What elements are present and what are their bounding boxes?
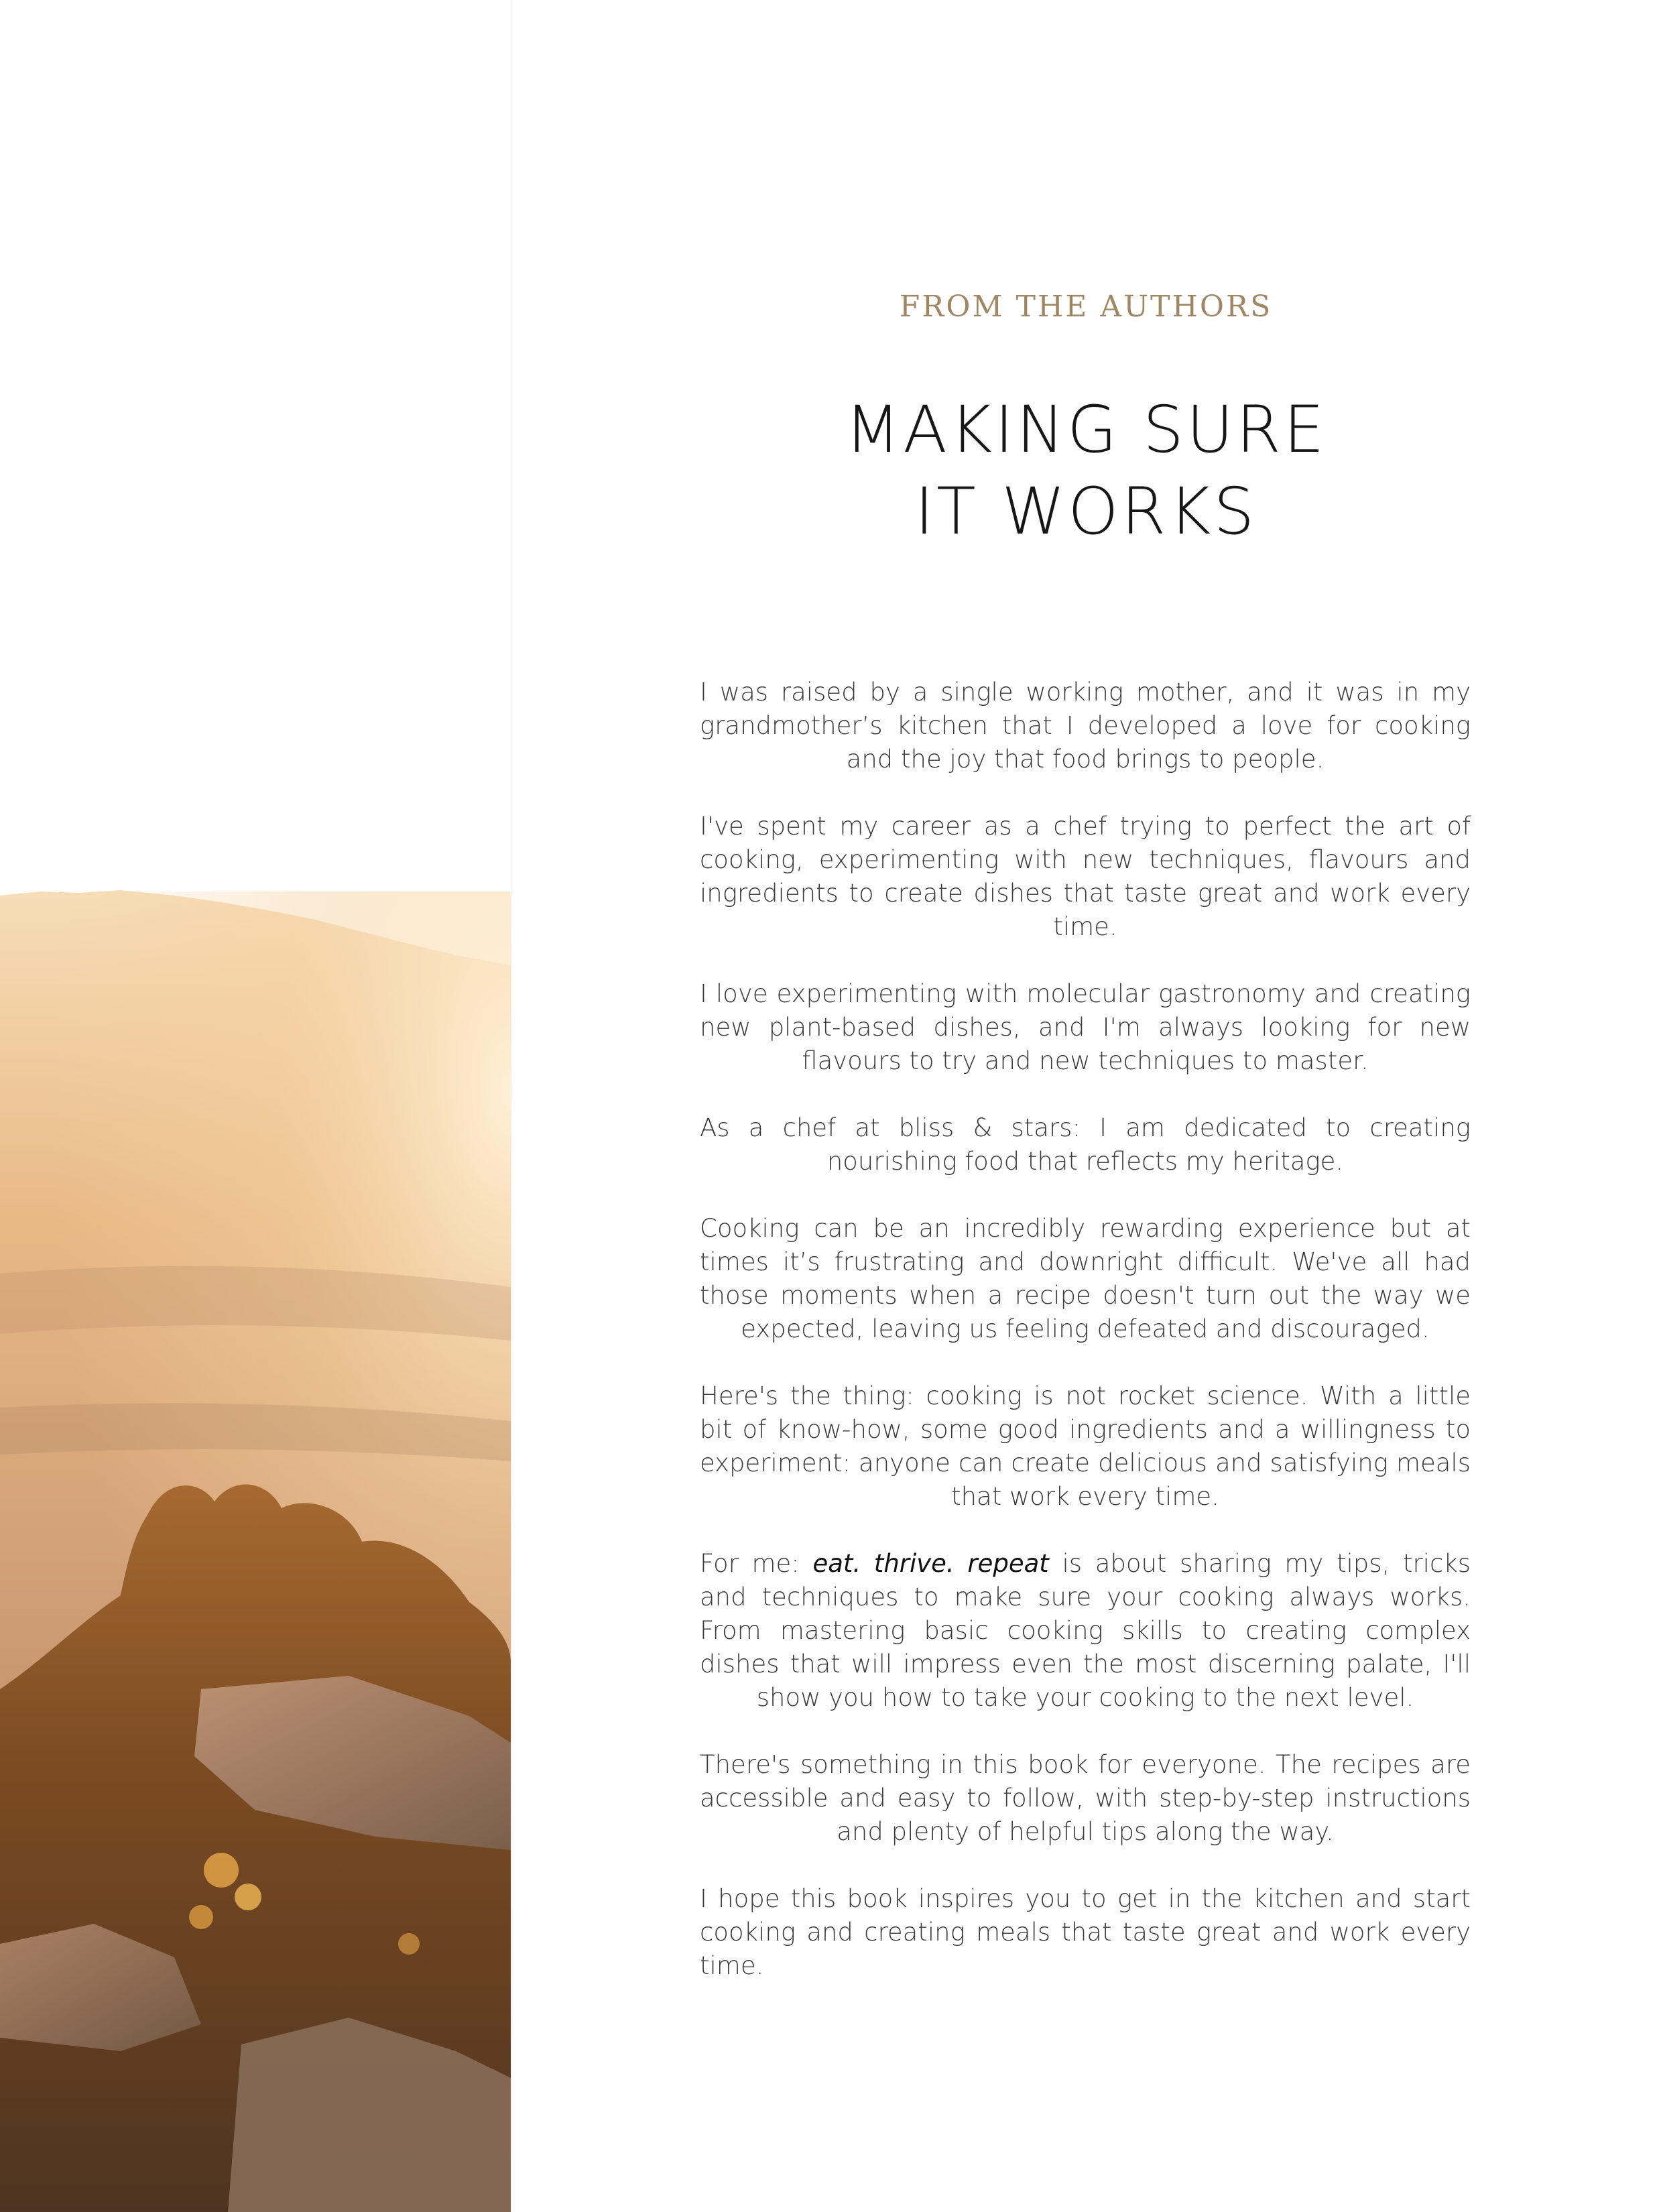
paragraph-3: I love experimenting with molecular gastronomy and creating new plant-based dishes, and I'm always looking for new flavours to try and new techniques to master. bbox=[700, 979, 1471, 1075]
section-kicker: FROM THE AUTHORS bbox=[899, 290, 1273, 324]
page-title-line-2: IT WORKS bbox=[914, 474, 1257, 549]
paragraph-7 bbox=[700, 1547, 1471, 1715]
sunset-mountain-photo bbox=[0, 0, 511, 2212]
paragraph-5: Cooking can be an incredibly rewarding experience but at times it’s frustrating and downright difficult. We've all had those moments when a recipe doesn't turn out the way we expected, leaving us feeling defeated and discouraged. bbox=[700, 1214, 1471, 1343]
paragraph-7-suffix: is about sharing my tips, tricks and techniques to make sure your cooking always works. From mastering basic cooking skills to creating complex dishes that will impress even the most discerning palate, I'll show you how to take your cooking to the next level. bbox=[700, 1549, 1471, 1712]
paragraph-7-prefix: For me: bbox=[700, 1549, 813, 1578]
paragraph-1: I was raised by a single working mother, and it was in my grandmother’s kitchen that I developed a love for cooking and the joy that food brings to people. bbox=[700, 678, 1471, 774]
paragraph-2: I've spent my career as a chef trying to perfect the art of cooking, experimenting with new techniques, flavours and ingredients to create dishes that taste great and work every time. bbox=[700, 812, 1471, 941]
paragraph-9: I hope this book inspires you to get in the kitchen and start cooking and creating meals that taste great and work every time. bbox=[700, 1884, 1471, 1980]
paragraph-8: There's something in this book for everyone. The recipes are accessible and easy to follow, with step-by-step instructions and plenty of helpful tips along the way. bbox=[700, 1750, 1471, 1846]
paragraph-4: As a chef at bliss & stars: I am dedicated to creating nourishing food that reflects my heritage. bbox=[700, 1113, 1471, 1176]
book-title-emphasis: eat. thrive. repeat bbox=[812, 1549, 1049, 1578]
mountain-sunset-photo-icon bbox=[0, 0, 511, 2212]
paragraph-6: Here's the thing: cooking is not rocket science. With a little bit of know-how, some good ingredients and a willingness to experiment: anyone can create delicious and satisfying meals that work every time. bbox=[700, 1381, 1471, 1511]
page-title bbox=[670, 389, 1501, 552]
page-title-line-1: MAKING SURE bbox=[845, 392, 1327, 467]
authors-letter bbox=[700, 676, 1471, 1983]
